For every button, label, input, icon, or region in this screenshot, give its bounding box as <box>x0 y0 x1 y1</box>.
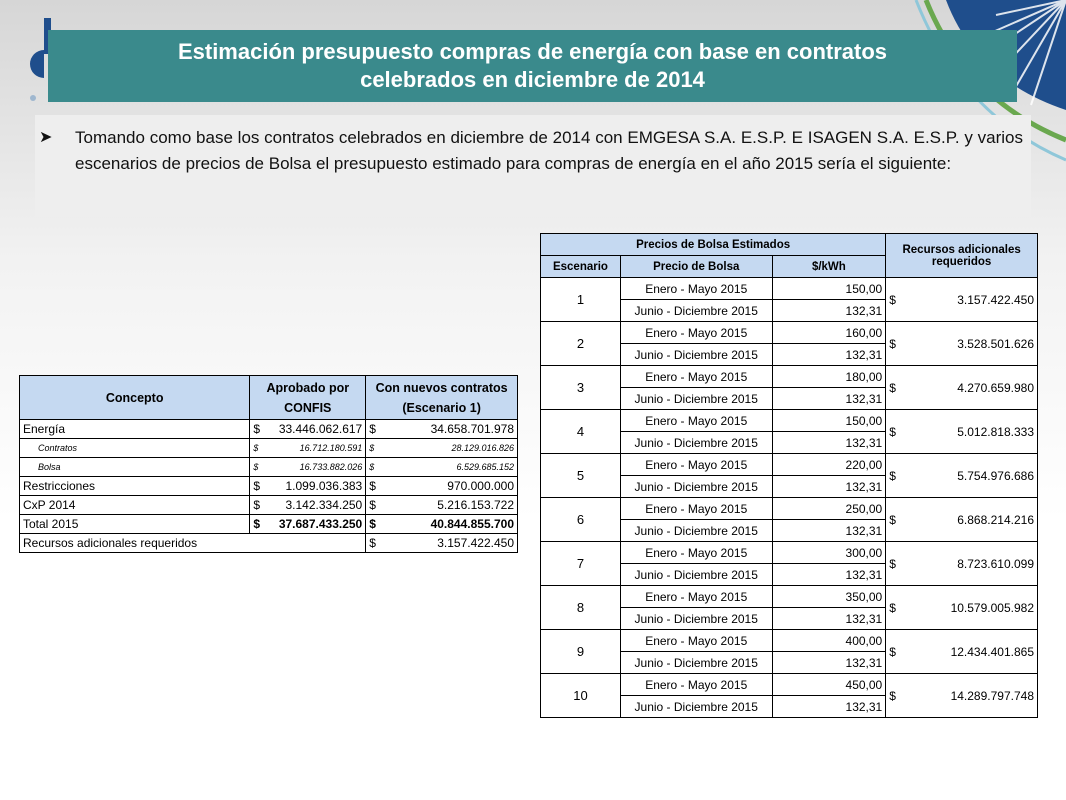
period-label: Enero - Mayo 2015 <box>620 278 772 300</box>
recursos-cell <box>886 542 1038 586</box>
table-row <box>20 458 518 477</box>
row-aprobado <box>250 420 366 439</box>
header-recursos <box>886 234 1038 278</box>
period-label: Enero - Mayo 2015 <box>620 542 772 564</box>
recursos-value: 5.012.818.333 <box>957 424 1034 439</box>
scenario-number: 3 <box>541 366 621 410</box>
row-concepto: Energía <box>20 420 250 439</box>
period-label: Junio - Diciembre 2015 <box>620 652 772 674</box>
table-row <box>20 439 518 458</box>
recursos-cell <box>886 366 1038 410</box>
header-nuevos-line1: Con nuevos contratos <box>375 380 508 395</box>
scenario-row <box>541 454 1038 476</box>
currency-sign: $ <box>253 498 261 512</box>
table-row-total <box>20 515 518 534</box>
price-value: 220,00 <box>772 454 886 476</box>
header-aprobado-line2: CONFIS <box>284 400 332 415</box>
period-label: Junio - Diciembre 2015 <box>620 388 772 410</box>
row-aprobado <box>250 515 366 534</box>
recursos-cell <box>886 322 1038 366</box>
price-value: 132,31 <box>772 520 886 542</box>
currency-sign: $ <box>369 443 375 453</box>
currency-sign: $ <box>889 644 896 659</box>
period-label: Enero - Mayo 2015 <box>620 366 772 388</box>
currency-sign: $ <box>253 479 261 493</box>
price-value: 132,31 <box>772 388 886 410</box>
row-aprobado <box>250 439 366 458</box>
currency-sign: $ <box>889 468 896 483</box>
currency-sign: $ <box>889 556 896 571</box>
period-label: Junio - Diciembre 2015 <box>620 476 772 498</box>
currency-sign: $ <box>889 336 896 351</box>
header-aprobado-line1: Aprobado por <box>266 380 350 395</box>
period-label: Junio - Diciembre 2015 <box>620 608 772 630</box>
period-label: Junio - Diciembre 2015 <box>620 432 772 454</box>
scenario-row <box>541 586 1038 608</box>
row-nuevos <box>366 477 518 496</box>
recursos-cell <box>886 674 1038 718</box>
row-nuevos <box>366 496 518 515</box>
scenarios-table <box>540 233 1038 718</box>
price-value: 180,00 <box>772 366 886 388</box>
row-aprobado-value: 37.687.433.250 <box>278 517 363 531</box>
scenario-row <box>541 498 1038 520</box>
currency-sign: $ <box>253 422 261 436</box>
arrow-bullet-icon: ➤ <box>39 129 53 146</box>
row-aprobado <box>250 477 366 496</box>
period-label: Junio - Diciembre 2015 <box>620 300 772 322</box>
row-concepto: Total 2015 <box>20 515 250 534</box>
header-recursos-line1: Recursos adicionales <box>902 243 1021 256</box>
header-recursos-line2: requeridos <box>931 255 992 268</box>
header-concepto: Concepto <box>20 376 250 420</box>
scenario-row <box>541 278 1038 300</box>
price-value: 450,00 <box>772 674 886 696</box>
period-label: Enero - Mayo 2015 <box>620 586 772 608</box>
row-concepto: Restricciones <box>20 477 250 496</box>
row-nuevos <box>366 458 518 477</box>
price-value: 132,31 <box>772 432 886 454</box>
budget-table <box>19 375 518 553</box>
row-nuevos <box>366 515 518 534</box>
slide-title <box>48 30 1017 102</box>
header-unidad: $/kWh <box>772 256 886 278</box>
scenario-row <box>541 366 1038 388</box>
row-aprobado-value: 3.142.334.250 <box>285 498 363 512</box>
currency-sign: $ <box>369 517 376 531</box>
slide-title-line2: celebrados en diciembre de 2014 <box>360 67 705 92</box>
recursos-value: 6.868.214.216 <box>957 512 1034 527</box>
period-label: Enero - Mayo 2015 <box>620 498 772 520</box>
scenario-row <box>541 322 1038 344</box>
slide-title-line1: Estimación presupuesto compras de energía con base en contratos <box>177 39 888 64</box>
recursos-cell <box>886 498 1038 542</box>
currency-sign: $ <box>889 424 896 439</box>
price-value: 132,31 <box>772 344 886 366</box>
row-nuevos <box>366 439 518 458</box>
scenario-row <box>541 630 1038 652</box>
budget-table-header <box>20 376 518 420</box>
period-label: Enero - Mayo 2015 <box>620 630 772 652</box>
price-value: 350,00 <box>772 586 886 608</box>
scenario-number: 5 <box>541 454 621 498</box>
recursos-value: 14.289.797.748 <box>950 688 1034 703</box>
table-row <box>20 496 518 515</box>
table-row <box>20 420 518 439</box>
currency-sign: $ <box>889 380 896 395</box>
currency-sign: $ <box>369 462 375 472</box>
row-nuevos-value: 6.529.685.152 <box>456 462 514 472</box>
scenario-number: 4 <box>541 410 621 454</box>
period-label: Enero - Mayo 2015 <box>620 674 772 696</box>
currency-sign: $ <box>253 462 259 472</box>
recursos-value: 3.528.501.626 <box>957 336 1034 351</box>
row-nuevos-value: 40.844.855.700 <box>430 517 514 531</box>
price-value: 150,00 <box>772 410 886 432</box>
period-label: Junio - Diciembre 2015 <box>620 696 772 718</box>
scenario-number: 6 <box>541 498 621 542</box>
row-nuevos-value: 28.129.016.826 <box>451 443 514 453</box>
scenario-number: 9 <box>541 630 621 674</box>
price-value: 132,31 <box>772 608 886 630</box>
price-value: 150,00 <box>772 278 886 300</box>
currency-sign: $ <box>889 512 896 527</box>
price-value: 400,00 <box>772 630 886 652</box>
row-concepto: Contratos <box>20 439 250 458</box>
scenario-number: 8 <box>541 586 621 630</box>
row-aprobado-value: 16.712.180.591 <box>299 443 363 453</box>
row-nuevos <box>366 420 518 439</box>
period-label: Junio - Diciembre 2015 <box>620 564 772 586</box>
recursos-cell <box>886 454 1038 498</box>
recursos-value: 8.723.610.099 <box>957 556 1034 571</box>
table-row <box>20 534 518 553</box>
price-value: 132,31 <box>772 564 886 586</box>
price-value: 132,31 <box>772 652 886 674</box>
recursos-value: 3.157.422.450 <box>957 292 1034 307</box>
recursos-cell <box>886 278 1038 322</box>
bullet-box <box>35 115 1031 217</box>
row-nuevos-value: 5.216.153.722 <box>437 498 514 512</box>
scenario-row <box>541 542 1038 564</box>
header-escenario: Escenario <box>541 256 621 278</box>
scenario-row <box>541 410 1038 432</box>
price-value: 300,00 <box>772 542 886 564</box>
recursos-cell <box>886 586 1038 630</box>
row-aprobado-value: 16.733.882.026 <box>299 462 363 472</box>
row-concepto: Recursos adicionales requeridos <box>20 534 366 553</box>
header-aprobado <box>250 376 366 420</box>
row-nuevos <box>366 534 518 553</box>
scenario-number: 1 <box>541 278 621 322</box>
bullet-text: Tomando como base los contratos celebrados en diciembre de 2014 con EMGESA S.A. E.S.P. E ISAGEN S.A. E.S.P. y varios escenarios de precios de Bolsa el presupuesto estimado para compras de energía en el año 2015 sería el siguiente: <box>75 128 1023 173</box>
row-aprobado <box>250 458 366 477</box>
row-nuevos-value: 970.000.000 <box>447 479 514 493</box>
period-label: Junio - Diciembre 2015 <box>620 344 772 366</box>
row-aprobado <box>250 496 366 515</box>
scenario-number: 10 <box>541 674 621 718</box>
period-label: Enero - Mayo 2015 <box>620 410 772 432</box>
row-aprobado-value: 33.446.062.617 <box>278 422 363 436</box>
currency-sign: $ <box>889 292 896 307</box>
recursos-cell <box>886 410 1038 454</box>
header-nuevos <box>366 376 518 420</box>
row-nuevos-value: 3.157.422.450 <box>437 536 514 550</box>
recursos-cell <box>886 630 1038 674</box>
period-label: Enero - Mayo 2015 <box>620 454 772 476</box>
currency-sign: $ <box>369 479 376 493</box>
price-value: 132,31 <box>772 300 886 322</box>
header-precio: Precio de Bolsa <box>620 256 772 278</box>
currency-sign: $ <box>253 443 259 453</box>
header-precios: Precios de Bolsa Estimados <box>541 234 886 256</box>
scenarios-header-row1 <box>541 234 1038 256</box>
currency-sign: $ <box>889 688 896 703</box>
row-nuevos-value: 34.658.701.978 <box>430 422 514 436</box>
currency-sign: $ <box>889 600 896 615</box>
row-concepto: Bolsa <box>20 458 250 477</box>
row-aprobado-value: 1.099.036.383 <box>285 479 363 493</box>
scenario-row <box>541 674 1038 696</box>
recursos-value: 5.754.976.686 <box>957 468 1034 483</box>
row-concepto: CxP 2014 <box>20 496 250 515</box>
currency-sign: $ <box>369 422 376 436</box>
period-label: Enero - Mayo 2015 <box>620 322 772 344</box>
price-value: 160,00 <box>772 322 886 344</box>
header-nuevos-line2: (Escenario 1) <box>402 400 481 415</box>
scenario-number: 7 <box>541 542 621 586</box>
period-label: Junio - Diciembre 2015 <box>620 520 772 542</box>
table-row <box>20 477 518 496</box>
recursos-value: 4.270.659.980 <box>957 380 1034 395</box>
price-value: 132,31 <box>772 476 886 498</box>
currency-sign: $ <box>369 536 376 550</box>
recursos-value: 10.579.005.982 <box>950 600 1034 615</box>
currency-sign: $ <box>369 498 376 512</box>
currency-sign: $ <box>253 517 261 531</box>
scenario-number: 2 <box>541 322 621 366</box>
price-value: 132,31 <box>772 696 886 718</box>
price-value: 250,00 <box>772 498 886 520</box>
recursos-value: 12.434.401.865 <box>950 644 1034 659</box>
